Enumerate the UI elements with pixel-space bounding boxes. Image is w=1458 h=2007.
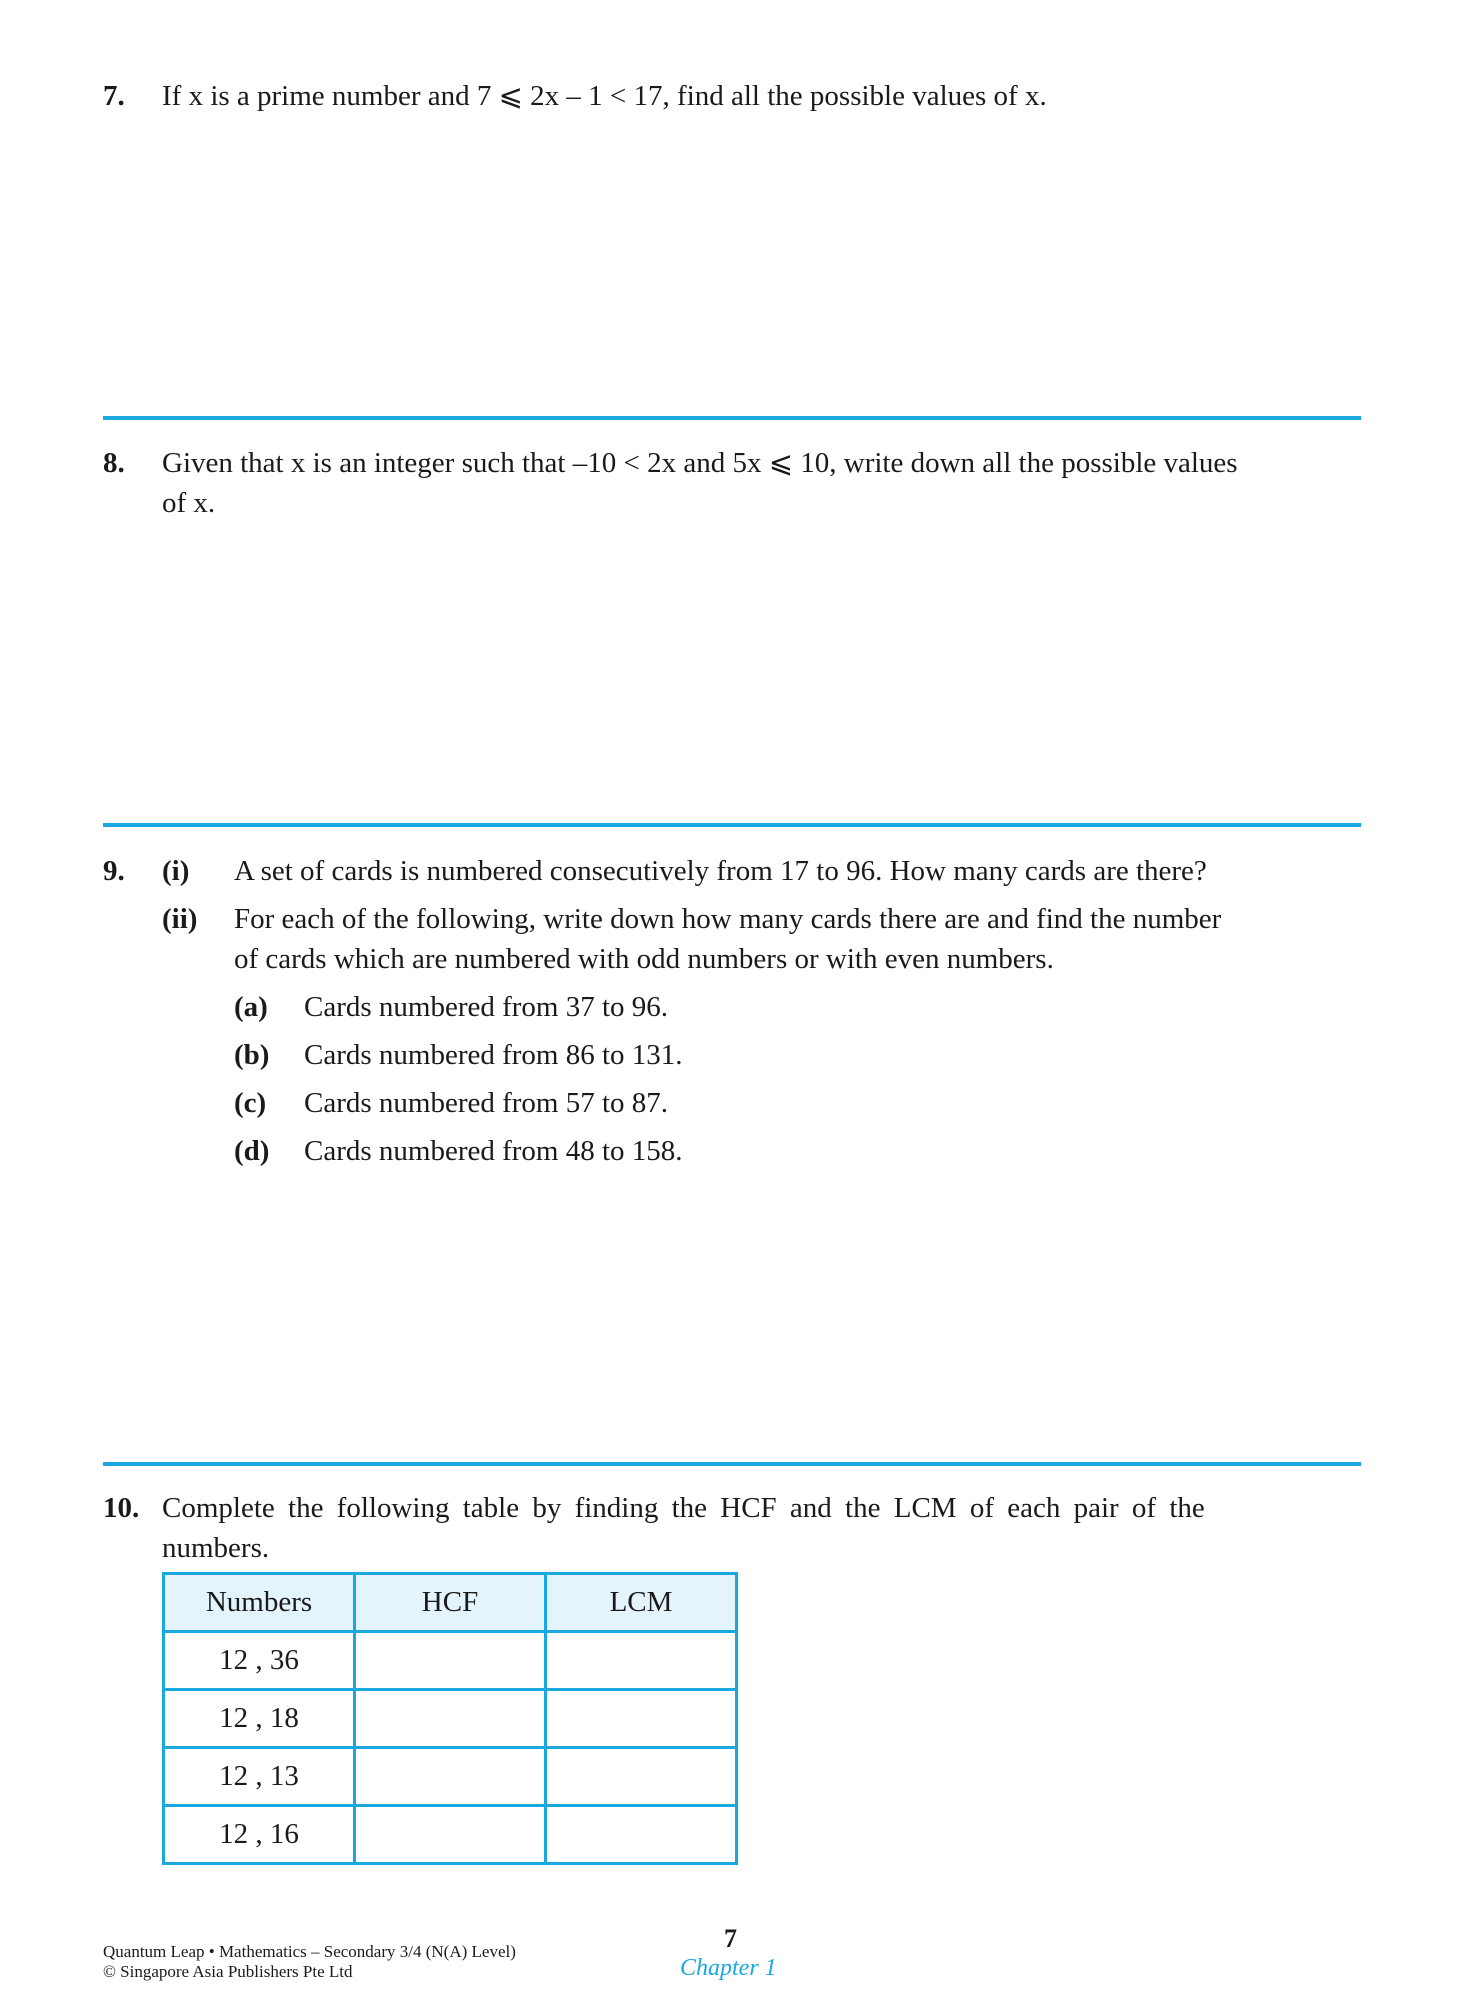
lcm-answer-cell[interactable] xyxy=(546,1632,737,1690)
footer-book-title: Quantum Leap • Mathematics – Secondary 3/4 (N(A) Level) xyxy=(103,1942,516,1961)
header-lcm: LCM xyxy=(546,1574,737,1632)
part-text: A set of cards is numbered consecutively from 17 to 96. How many cards are there? xyxy=(234,855,1207,887)
table-row xyxy=(164,1632,737,1690)
section-divider xyxy=(103,823,1361,827)
subpart-label: (d) xyxy=(234,1135,270,1167)
subpart-text: Cards numbered from 57 to 87. xyxy=(304,1087,669,1119)
hcf-answer-cell[interactable] xyxy=(355,1748,546,1806)
subpart-label: (a) xyxy=(234,991,268,1023)
section-divider xyxy=(103,1462,1361,1466)
question-number: 7. xyxy=(103,80,125,112)
subpart-text: Cards numbered from 86 to 131. xyxy=(304,1039,683,1071)
question-text-line1: Given that x is an integer such that –10 < 2x and 5x ⩽ 10, write down all the possible values xyxy=(162,447,1238,479)
section-divider xyxy=(103,416,1361,420)
numbers-cell: 12 , 36 xyxy=(164,1632,355,1690)
hcf-lcm-table xyxy=(162,1572,738,1865)
hcf-answer-cell[interactable] xyxy=(355,1690,546,1748)
numbers-cell: 12 , 16 xyxy=(164,1806,355,1864)
hcf-answer-cell[interactable] xyxy=(355,1632,546,1690)
lcm-answer-cell[interactable] xyxy=(546,1806,737,1864)
footer-copyright: © Singapore Asia Publishers Pte Ltd xyxy=(103,1962,353,1981)
page-number: 7 xyxy=(724,1924,737,1953)
table-row xyxy=(164,1690,737,1748)
table-row xyxy=(164,1748,737,1806)
lcm-answer-cell[interactable] xyxy=(546,1690,737,1748)
table-row xyxy=(164,1806,737,1864)
chapter-label: Chapter 1 xyxy=(680,1955,777,1981)
subpart-text: Cards numbered from 37 to 96. xyxy=(304,991,669,1023)
numbers-cell: 12 , 18 xyxy=(164,1690,355,1748)
part-label: (i) xyxy=(162,855,190,887)
part-text-line2: of cards which are numbered with odd numbers or with even numbers. xyxy=(234,943,1054,975)
part-label: (ii) xyxy=(162,903,198,935)
question-text-line1: Complete the following table by finding the HCF and the LCM of each pair of the xyxy=(162,1492,1205,1524)
header-numbers: Numbers xyxy=(164,1574,355,1632)
part-text-line1: For each of the following, write down how many cards there are and find the number xyxy=(234,903,1222,935)
subpart-text: Cards numbered from 48 to 158. xyxy=(304,1135,683,1167)
question-text: If x is a prime number and 7 ⩽ 2x – 1 < 17, find all the possible values of x. xyxy=(162,80,1047,112)
header-hcf: HCF xyxy=(355,1574,546,1632)
question-text-line2: of x. xyxy=(162,487,216,519)
question-number: 9. xyxy=(103,855,125,887)
subpart-label: (c) xyxy=(234,1087,267,1119)
table-header-row xyxy=(164,1574,737,1632)
subpart-label: (b) xyxy=(234,1039,270,1071)
question-number: 8. xyxy=(103,447,125,479)
question-number: 10. xyxy=(103,1492,140,1524)
lcm-answer-cell[interactable] xyxy=(546,1748,737,1806)
hcf-answer-cell[interactable] xyxy=(355,1806,546,1864)
numbers-cell: 12 , 13 xyxy=(164,1748,355,1806)
question-text-line2: numbers. xyxy=(162,1532,270,1564)
